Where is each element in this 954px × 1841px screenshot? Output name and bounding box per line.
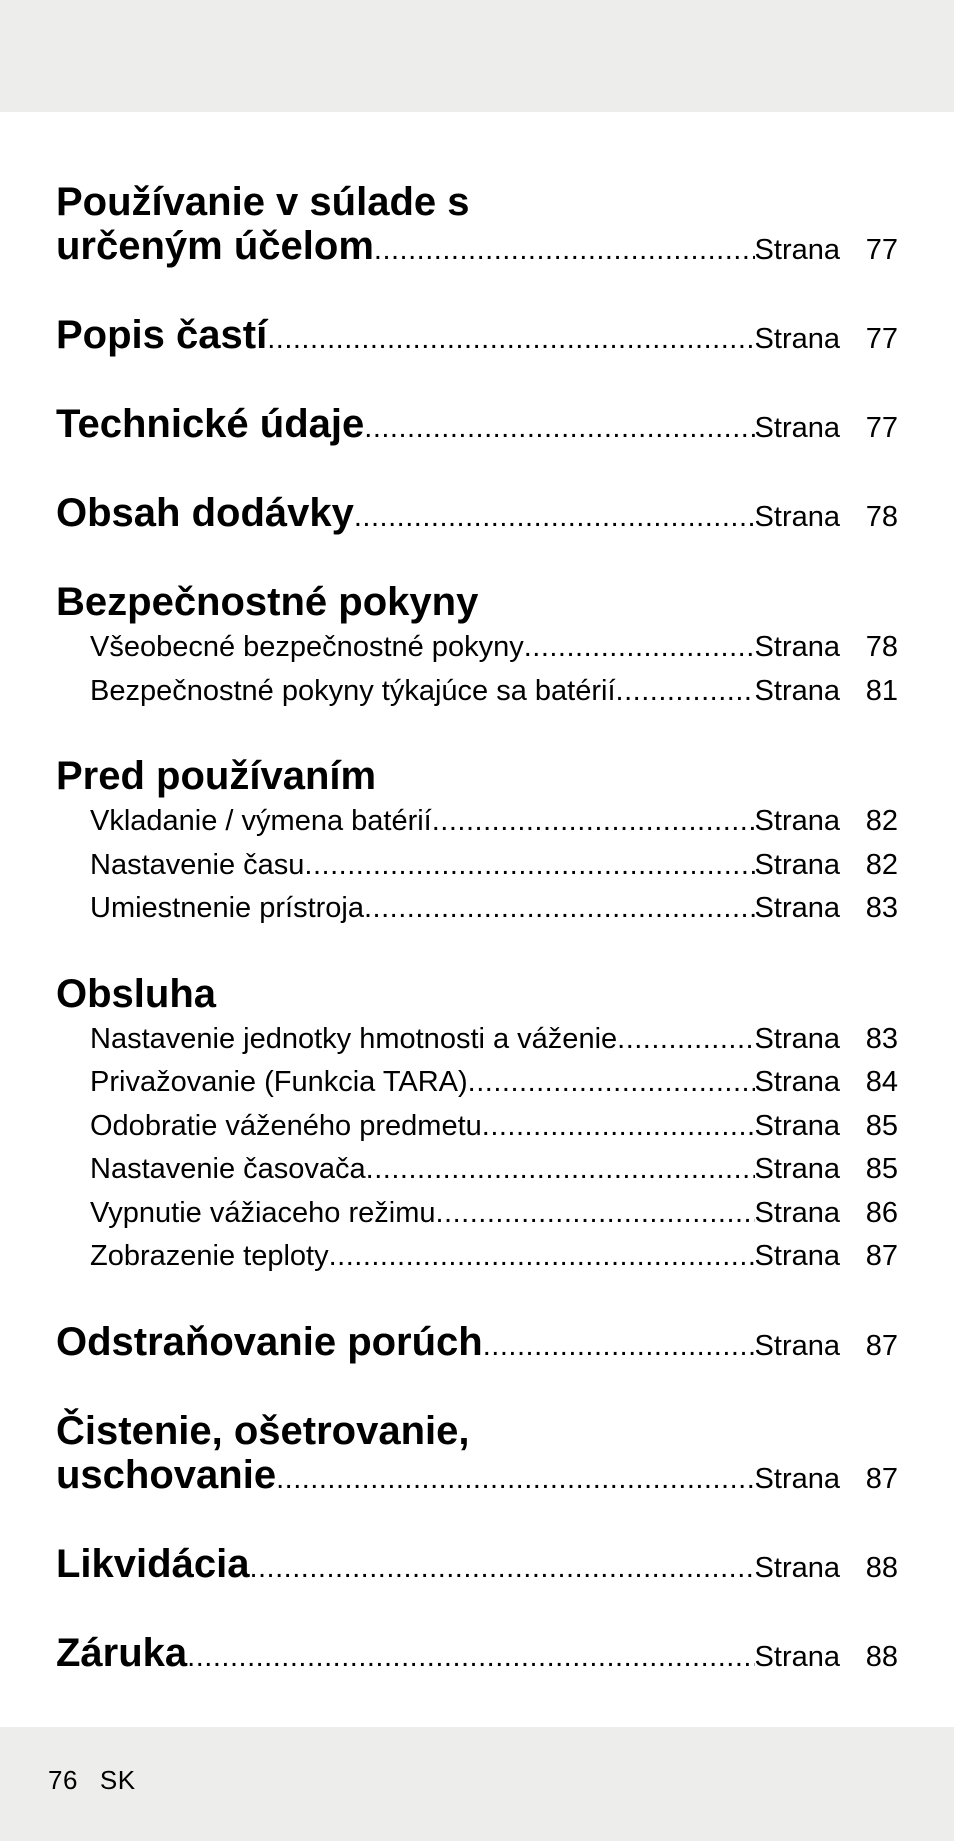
toc-section-troubleshooting <box>56 1320 898 1368</box>
page-number: 78 <box>865 501 898 533</box>
page-footer <box>48 1762 158 1798</box>
dot-leader <box>267 317 754 361</box>
toc-entry-label: Odobratie váženého predmetu <box>90 1109 482 1142</box>
page-number: 86 <box>865 1196 898 1229</box>
page-number: 88 <box>865 1640 898 1673</box>
toc-entry-label: Nastavenie časovača <box>90 1153 366 1185</box>
toc-entry-label: Likvidácia <box>56 1541 250 1586</box>
toc-entry-label: Vypnutie vážiaceho režimu <box>90 1196 436 1229</box>
page-number: 88 <box>865 1551 898 1584</box>
toc-subentry[interactable] <box>56 1018 898 1062</box>
page-number: 82 <box>865 805 898 837</box>
page-number: 84 <box>865 1066 898 1098</box>
toc-entry-label: Zobrazenie teploty <box>90 1240 329 1272</box>
page-word: Strana <box>754 1551 840 1584</box>
dot-leader <box>276 1457 754 1501</box>
toc-section-before-use <box>56 754 898 931</box>
dot-leader <box>524 626 755 670</box>
toc-entry[interactable] <box>56 1631 898 1679</box>
toc-heading: Obsluha <box>56 971 217 1016</box>
toc-section-operation <box>56 972 898 1279</box>
page-number: 77 <box>865 412 898 444</box>
toc-section-delivery <box>56 491 898 539</box>
toc-subentry[interactable] <box>56 887 898 931</box>
page-word: Strana <box>754 323 840 355</box>
toc-entry-label: Nastavenie jednotky hmotnosti a váženie <box>90 1022 618 1055</box>
toc-section-intended-use <box>56 180 898 272</box>
dot-leader <box>249 1546 754 1590</box>
toc-subentry[interactable] <box>56 800 898 844</box>
dot-leader <box>617 1018 754 1062</box>
toc-entry-label: Záruka <box>56 1630 188 1675</box>
page-number: 83 <box>865 1022 898 1055</box>
toc-entry-label: Obsah dodávky <box>56 491 354 535</box>
page-word: Strana <box>754 1196 840 1229</box>
page-word: Strana <box>754 848 840 881</box>
page-number: 87 <box>865 1462 898 1495</box>
toc-subentry[interactable] <box>56 1192 898 1236</box>
dot-leader <box>354 495 755 539</box>
page-word: Strana <box>754 1462 840 1495</box>
dot-leader <box>366 1148 755 1192</box>
toc-subentry[interactable] <box>56 1235 898 1279</box>
toc-entry-label: Technické údaje <box>56 402 365 446</box>
toc-entry-label: Vkladanie / výmena batérií <box>90 805 432 837</box>
toc-entry-label: Umiestnenie prístroja <box>90 892 364 924</box>
header-band <box>0 0 954 112</box>
toc-entry-label: Popis častí <box>56 313 268 357</box>
page-word: Strana <box>754 1066 840 1098</box>
toc-heading: Pred používaním <box>56 754 377 798</box>
footer-language: SK <box>99 1765 136 1795</box>
dot-leader <box>482 1105 755 1149</box>
toc-subentry[interactable] <box>56 844 898 888</box>
toc-entry[interactable] <box>56 313 898 361</box>
page-word: Strana <box>754 1153 840 1185</box>
table-of-contents <box>56 180 898 1720</box>
toc-entry-label: Nastavenie času <box>90 848 305 881</box>
toc-entry[interactable] <box>56 402 898 450</box>
toc-entry-label: určeným účelom <box>56 224 374 268</box>
dot-leader <box>374 228 755 272</box>
toc-entry[interactable] <box>56 1320 898 1368</box>
toc-subentry[interactable] <box>56 626 898 670</box>
dot-leader <box>364 406 754 450</box>
page-word: Strana <box>754 1022 840 1055</box>
page-number: 82 <box>865 848 898 881</box>
toc-entry-label: Všeobecné bezpečnostné pokyny <box>90 631 524 663</box>
page-number: 77 <box>865 323 898 355</box>
toc-subentry[interactable] <box>56 1105 898 1149</box>
page-number: 85 <box>865 1153 898 1185</box>
toc-entry[interactable] <box>56 224 898 272</box>
toc-entry-label: Bezpečnostné pokyny týkajúce sa batérií <box>90 674 616 707</box>
toc-subentry[interactable] <box>56 670 898 714</box>
toc-heading: Bezpečnostné pokyny <box>56 580 479 624</box>
page-word: Strana <box>754 805 840 837</box>
dot-leader <box>616 670 755 714</box>
toc-entry[interactable] <box>56 1542 898 1590</box>
toc-entry-label: Odstraňovanie porúch <box>56 1319 483 1364</box>
page-number: 87 <box>865 1240 898 1272</box>
dot-leader <box>329 1235 755 1279</box>
page-word: Strana <box>754 631 840 663</box>
page-word: Strana <box>754 1109 840 1142</box>
dot-leader <box>468 1061 755 1105</box>
toc-section-cleaning <box>56 1409 898 1501</box>
toc-subentry[interactable] <box>56 1148 898 1192</box>
page-word: Strana <box>754 1640 840 1673</box>
toc-heading-line: Čistenie, ošetrovanie, <box>56 1408 470 1453</box>
toc-section-disposal <box>56 1542 898 1590</box>
dot-leader <box>364 887 755 931</box>
page-number: 83 <box>865 892 898 924</box>
toc-entry-label: uschovanie <box>56 1452 277 1497</box>
page-number: 85 <box>865 1109 898 1142</box>
dot-leader <box>304 844 754 888</box>
footer-page-number: 76 <box>48 1765 78 1795</box>
toc-section-safety <box>56 580 898 713</box>
toc-section-warranty <box>56 1631 898 1679</box>
page-number: 87 <box>865 1329 898 1362</box>
toc-subentry[interactable] <box>56 1061 898 1105</box>
page-word: Strana <box>754 1240 840 1272</box>
dot-leader <box>432 800 755 844</box>
page-word: Strana <box>754 1329 840 1362</box>
page-word: Strana <box>754 234 840 266</box>
toc-entry-label: Privažovanie (Funkcia TARA) <box>90 1066 468 1098</box>
page-word: Strana <box>754 412 840 444</box>
page-number: 81 <box>865 674 898 707</box>
dot-leader <box>483 1324 755 1368</box>
page-number: 77 <box>865 234 898 266</box>
page-word: Strana <box>754 892 840 924</box>
toc-entry[interactable] <box>56 491 898 539</box>
toc-entry[interactable] <box>56 1453 898 1501</box>
page-number: 78 <box>865 631 898 663</box>
dot-leader <box>436 1192 755 1236</box>
page-word: Strana <box>754 674 840 707</box>
page-word: Strana <box>754 501 840 533</box>
dot-leader <box>187 1635 754 1679</box>
toc-section-technical-data <box>56 402 898 450</box>
toc-section-parts <box>56 313 898 361</box>
toc-heading-line: Používanie v súlade s <box>56 180 470 224</box>
